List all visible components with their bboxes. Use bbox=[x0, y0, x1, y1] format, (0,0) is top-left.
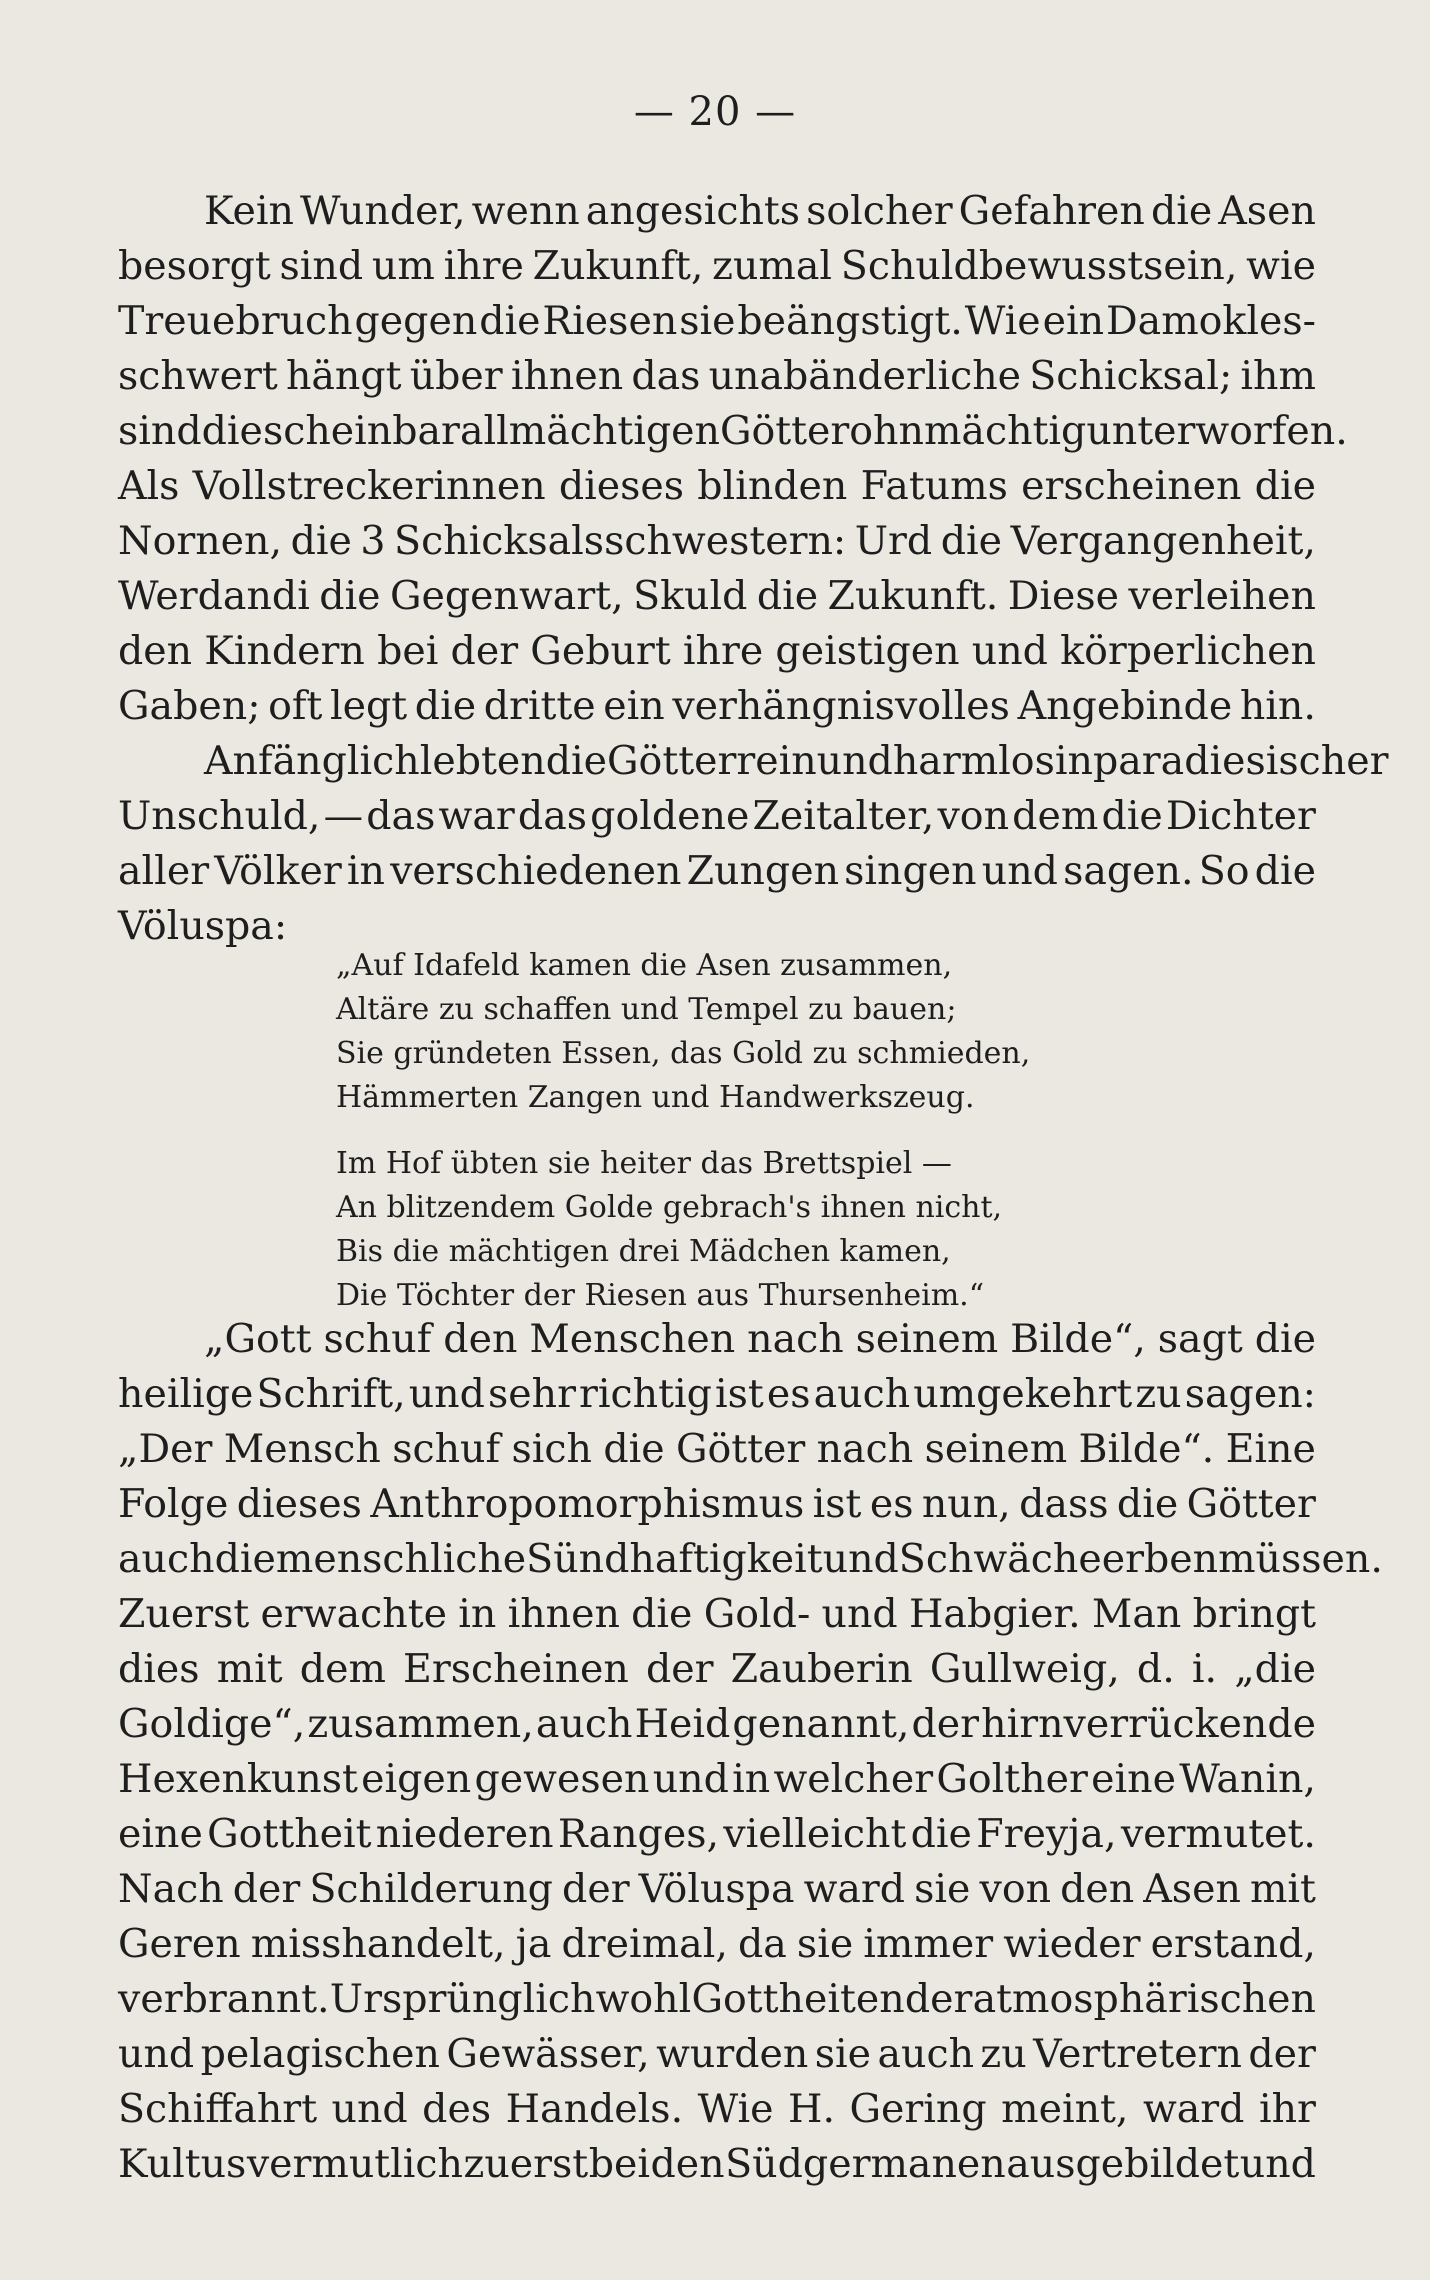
word: Fatums bbox=[860, 463, 1008, 509]
word: Werdandi bbox=[118, 573, 310, 619]
word: niederen bbox=[375, 1811, 554, 1857]
word: erstand, bbox=[1150, 1921, 1316, 1967]
word: die bbox=[603, 1426, 665, 1472]
word: mit bbox=[1249, 1866, 1316, 1912]
word: in bbox=[458, 1591, 497, 1637]
word: meint, bbox=[1001, 2086, 1129, 2132]
word: hängt bbox=[285, 353, 402, 399]
word: Geren bbox=[118, 1921, 241, 1967]
word: Geburt bbox=[530, 628, 671, 674]
word: Man bbox=[1091, 1591, 1182, 1637]
word: der bbox=[1248, 2031, 1316, 2077]
word: auch bbox=[813, 1371, 911, 1417]
word: die bbox=[756, 573, 819, 619]
word: da bbox=[737, 1921, 787, 1967]
word: Sündhaftigkeit bbox=[526, 1536, 823, 1582]
word: der bbox=[450, 628, 519, 674]
word: ihnen bbox=[507, 1591, 620, 1637]
word: Gullweig, bbox=[929, 1646, 1120, 1692]
word: und bbox=[981, 848, 1058, 894]
word: auch bbox=[118, 1536, 215, 1582]
text-line bbox=[118, 789, 1316, 844]
word: zuerst bbox=[463, 2141, 589, 2187]
word: sie bbox=[814, 2031, 872, 2077]
word: Völker bbox=[214, 848, 342, 894]
word: Treuebruch bbox=[118, 298, 353, 344]
word: Nornen, bbox=[118, 518, 283, 564]
word: Nach bbox=[118, 1866, 224, 1912]
word: Folge bbox=[118, 1481, 229, 1527]
text-line bbox=[118, 624, 1316, 679]
word: nach bbox=[747, 1316, 844, 1362]
word: legt bbox=[330, 683, 408, 729]
word: eine bbox=[1091, 1756, 1176, 1802]
text-line bbox=[118, 349, 1316, 404]
word: Götter bbox=[719, 408, 850, 454]
word: verschiedenen bbox=[390, 848, 682, 894]
word: sie bbox=[679, 298, 736, 344]
word: misshandelt, bbox=[250, 1921, 506, 1967]
word: nach bbox=[816, 1426, 914, 1472]
word: seinem bbox=[855, 1316, 999, 1362]
word: sie bbox=[914, 1866, 971, 1912]
text-line bbox=[118, 239, 1316, 294]
word: wenn bbox=[471, 188, 580, 234]
word: ihnen bbox=[510, 353, 624, 399]
word: pelagischen bbox=[200, 2031, 440, 2077]
word: die bbox=[1254, 1316, 1316, 1362]
word: bringt bbox=[1192, 1591, 1316, 1637]
text-line bbox=[118, 1917, 1316, 1972]
word: wieder bbox=[1003, 1921, 1141, 1967]
word: Wunder, bbox=[299, 188, 466, 234]
word: verleihen bbox=[1128, 573, 1316, 619]
text-line bbox=[118, 2082, 1316, 2137]
word: den bbox=[650, 2141, 725, 2187]
word: die bbox=[290, 518, 352, 564]
word: Zungen bbox=[686, 848, 840, 894]
word: auch bbox=[535, 1701, 633, 1747]
word: Damokles- bbox=[1105, 298, 1316, 344]
word: Asen bbox=[1218, 188, 1316, 234]
word: rein bbox=[736, 738, 817, 784]
word: Gewässer, bbox=[446, 2031, 650, 2077]
word: es bbox=[766, 1371, 811, 1417]
word: der bbox=[904, 1976, 973, 2022]
word: Gottheiten bbox=[691, 1976, 905, 2022]
word: von bbox=[937, 793, 1010, 839]
word: Freyja, bbox=[976, 1811, 1117, 1857]
word: dieses bbox=[236, 1481, 362, 1527]
word: Anthropomorphismus bbox=[370, 1481, 805, 1527]
word: seinem bbox=[924, 1426, 1068, 1472]
word: 3 bbox=[360, 518, 386, 564]
word: mit bbox=[216, 1646, 283, 1692]
word: zusammen, bbox=[307, 1701, 534, 1747]
word: — bbox=[323, 793, 364, 839]
word: Gottheit bbox=[207, 1811, 372, 1857]
word: harmlos bbox=[892, 738, 1055, 784]
word: den bbox=[443, 1316, 518, 1362]
word: menschliche bbox=[275, 1536, 527, 1582]
word: dass bbox=[1019, 1481, 1109, 1527]
text-block-before-verse bbox=[118, 184, 1389, 954]
word: bei bbox=[588, 2141, 650, 2187]
word: Völuspa bbox=[638, 1866, 795, 1912]
text-line bbox=[118, 844, 1316, 899]
word: gegen bbox=[354, 298, 478, 344]
word: richtig bbox=[579, 1371, 712, 1417]
word: aller bbox=[118, 848, 210, 894]
word: und bbox=[816, 738, 893, 784]
text-line bbox=[118, 1697, 1316, 1752]
word: sagen: bbox=[1184, 1371, 1316, 1417]
word: sagen. bbox=[1063, 848, 1194, 894]
word: oft bbox=[268, 683, 323, 729]
word: vielleicht bbox=[723, 1811, 907, 1857]
word: um bbox=[371, 243, 435, 289]
word: und bbox=[822, 1536, 899, 1582]
word: der bbox=[911, 1701, 980, 1747]
word: Südgermanen bbox=[725, 2141, 1006, 2187]
word: Schicksalsschwestern: bbox=[394, 518, 847, 564]
verse-line: Hämmerten Zangen und Handwerkszeug. bbox=[336, 1080, 975, 1115]
word: Völuspa: bbox=[118, 903, 288, 949]
word: wohl bbox=[595, 1976, 692, 2022]
word: und bbox=[408, 1371, 485, 1417]
word: Urd bbox=[854, 518, 933, 564]
word: und bbox=[821, 1591, 898, 1637]
word: zu bbox=[980, 2031, 1027, 2077]
text-line bbox=[118, 1642, 1316, 1697]
word: „Der bbox=[118, 1426, 213, 1472]
word: ihre bbox=[682, 628, 764, 674]
word: geistigen bbox=[775, 628, 960, 674]
word: ward bbox=[803, 1866, 906, 1912]
word: d. bbox=[1136, 1646, 1175, 1692]
verse-quotation bbox=[336, 944, 1236, 1318]
word: ihm bbox=[1240, 353, 1316, 399]
word: die bbox=[1150, 188, 1213, 234]
word: auch bbox=[877, 2031, 975, 2077]
word: immer bbox=[863, 1921, 994, 1967]
word: und bbox=[1239, 2141, 1316, 2187]
word: dieses bbox=[558, 463, 685, 509]
text-line bbox=[118, 1752, 1316, 1807]
word: Kindern bbox=[204, 628, 365, 674]
word: H. bbox=[788, 2086, 836, 2132]
word: unterworfen. bbox=[1086, 408, 1348, 454]
word: ist bbox=[714, 1371, 764, 1417]
word: der bbox=[646, 1646, 714, 1692]
word: Götter bbox=[606, 738, 737, 784]
word: Vergangenheit, bbox=[1010, 518, 1316, 564]
word: atmosphärischen bbox=[972, 1976, 1316, 2022]
text-block-after-verse bbox=[118, 1312, 1383, 2192]
word: Schrift, bbox=[256, 1371, 406, 1417]
text-line bbox=[118, 2137, 1316, 2192]
word: Vertretern bbox=[1033, 2031, 1242, 2077]
word: goldene bbox=[590, 793, 750, 839]
word: angesichts bbox=[585, 188, 801, 234]
word: Habgier. bbox=[908, 1591, 1081, 1637]
word: dreimal, bbox=[561, 1921, 728, 1967]
text-line bbox=[118, 1862, 1316, 1917]
word: sich bbox=[511, 1426, 592, 1472]
word: Schilderung bbox=[309, 1866, 553, 1912]
text-line bbox=[118, 2027, 1316, 2082]
word: der bbox=[232, 1866, 301, 1912]
word: Wanin, bbox=[1179, 1756, 1316, 1802]
word: Anfänglich bbox=[204, 738, 420, 784]
word: Gegenwart, bbox=[389, 573, 624, 619]
text-line bbox=[118, 514, 1316, 569]
word: umgekehrt bbox=[913, 1371, 1133, 1417]
word: eigen bbox=[361, 1756, 472, 1802]
word: müssen. bbox=[1218, 1536, 1383, 1582]
word: die bbox=[201, 408, 263, 454]
word: die bbox=[631, 1591, 693, 1637]
word: Mensch bbox=[223, 1426, 381, 1472]
word: nun, bbox=[921, 1481, 1011, 1527]
word: Zauberin bbox=[730, 1646, 913, 1692]
word: in bbox=[346, 848, 385, 894]
word: Vollstreckerinnen bbox=[192, 463, 546, 509]
word: schuf bbox=[392, 1426, 501, 1472]
word: die bbox=[1101, 793, 1163, 839]
word: Gefahren bbox=[958, 188, 1145, 234]
word: und bbox=[652, 1756, 729, 1802]
word: Gaben; bbox=[118, 683, 261, 729]
word: Eine bbox=[1225, 1426, 1316, 1472]
word: verhängnisvolles bbox=[672, 683, 1010, 729]
word: Dichter bbox=[1165, 793, 1316, 839]
word: Als bbox=[118, 463, 180, 509]
word: Kein bbox=[204, 188, 294, 234]
word: Menschen bbox=[529, 1316, 736, 1362]
word: Zeitalter, bbox=[752, 793, 935, 839]
word: dem bbox=[1012, 793, 1099, 839]
word: die bbox=[214, 1536, 276, 1582]
word: Handels. bbox=[505, 2086, 684, 2132]
word: Gold- bbox=[703, 1591, 811, 1637]
word: ihr bbox=[1258, 2086, 1316, 2132]
word: „die bbox=[1234, 1646, 1316, 1692]
word: Ursprünglich bbox=[329, 1976, 596, 2022]
word: ward bbox=[1142, 2086, 1245, 2132]
word: ja bbox=[515, 1921, 552, 1967]
word: erscheinen bbox=[1021, 463, 1242, 509]
text-line bbox=[118, 734, 1389, 789]
word: der bbox=[562, 1866, 630, 1912]
word: Zuerst bbox=[118, 1591, 250, 1637]
word: die bbox=[910, 1811, 972, 1857]
word: und bbox=[971, 628, 1048, 674]
stanza-gap bbox=[336, 1120, 1236, 1142]
word: Bilde“. bbox=[1078, 1426, 1215, 1472]
word: die bbox=[1116, 1481, 1179, 1527]
word: Schuldbewusstsein, bbox=[840, 243, 1238, 289]
word: das bbox=[517, 793, 588, 839]
word: Wie bbox=[697, 2086, 774, 2132]
word: vermutlich bbox=[246, 2141, 463, 2187]
word: Riesen bbox=[542, 298, 678, 344]
word: die bbox=[545, 738, 607, 784]
word: dem bbox=[299, 1646, 386, 1692]
word: zumal bbox=[712, 243, 833, 289]
word: ihre bbox=[443, 243, 524, 289]
word: Erscheinen bbox=[403, 1646, 629, 1692]
word: ein bbox=[1042, 298, 1105, 344]
word: besorgt bbox=[118, 243, 271, 289]
word: zu bbox=[1135, 1371, 1182, 1417]
word: den bbox=[1060, 1866, 1135, 1912]
word: die bbox=[1254, 848, 1316, 894]
word: sehr bbox=[487, 1371, 576, 1417]
word: Skuld bbox=[633, 573, 748, 619]
word: sie bbox=[796, 1921, 854, 1967]
word: ausgebildet bbox=[1006, 2141, 1240, 2187]
word: des bbox=[422, 2086, 492, 2132]
word: Hexenkunst bbox=[118, 1756, 358, 1802]
word: beängstigt. bbox=[737, 298, 963, 344]
text-line bbox=[118, 1367, 1316, 1422]
word: Asen bbox=[1143, 1866, 1241, 1912]
word: Schwäche bbox=[898, 1536, 1102, 1582]
word: Götter bbox=[1186, 1481, 1316, 1527]
text-line bbox=[118, 569, 1316, 624]
word: die bbox=[319, 573, 381, 619]
word: Götter bbox=[675, 1426, 806, 1472]
word: es bbox=[869, 1481, 914, 1527]
word: über bbox=[409, 353, 503, 399]
word: paradiesischer bbox=[1092, 738, 1389, 784]
verse-line: Bis die mächtigen drei Mädchen kamen, bbox=[336, 1234, 951, 1269]
word: „Gott bbox=[204, 1316, 312, 1362]
word: dritte bbox=[483, 683, 596, 729]
verse-line: Altäre zu schaffen und Tempel zu bauen; bbox=[336, 992, 957, 1027]
verse-line: Sie gründeten Essen, das Gold zu schmieden, bbox=[336, 1036, 1031, 1071]
word: Gering bbox=[849, 2086, 987, 2132]
word: vermutet. bbox=[1120, 1811, 1316, 1857]
word: erwachte bbox=[260, 1591, 447, 1637]
text-line bbox=[118, 679, 1316, 734]
word: bei bbox=[377, 628, 439, 674]
text-line bbox=[118, 1422, 1316, 1477]
text-line bbox=[118, 1807, 1316, 1862]
text-line bbox=[118, 1587, 1316, 1642]
word: ein bbox=[603, 683, 665, 729]
word: schwert bbox=[118, 353, 278, 399]
word: verbrannt. bbox=[118, 1976, 330, 2022]
text-line bbox=[118, 404, 1348, 459]
text-line bbox=[118, 459, 1316, 514]
word: Goldige“, bbox=[118, 1701, 306, 1747]
word: wurden bbox=[656, 2031, 809, 2077]
word: erben bbox=[1101, 1536, 1219, 1582]
word: Zukunft, bbox=[532, 243, 704, 289]
word: die bbox=[479, 298, 541, 344]
text-line bbox=[118, 1972, 1316, 2027]
word: wie bbox=[1246, 243, 1316, 289]
word: scheinbar bbox=[262, 408, 460, 454]
word: welcher bbox=[773, 1756, 934, 1802]
word: körperlichen bbox=[1060, 628, 1316, 674]
word: solcher bbox=[806, 188, 953, 234]
word: So bbox=[1198, 848, 1250, 894]
word: das bbox=[366, 793, 436, 839]
verse-line: An blitzendem Golde gebrach's ihnen nicht, bbox=[336, 1190, 1003, 1225]
word: i. bbox=[1191, 1646, 1218, 1692]
word: Schiffahrt bbox=[118, 2086, 318, 2132]
word: ist bbox=[812, 1481, 862, 1527]
verse-line: Die Töchter der Riesen aus Thursenheim.“ bbox=[336, 1278, 985, 1313]
word: war bbox=[438, 793, 515, 839]
word: in bbox=[732, 1756, 771, 1802]
word: unabänderliche bbox=[708, 353, 1022, 399]
word: singen bbox=[844, 848, 977, 894]
word: heilige bbox=[118, 1371, 254, 1417]
word: Unschuld, bbox=[118, 793, 321, 839]
word: schuf bbox=[323, 1316, 432, 1362]
word: Kultus bbox=[118, 2141, 247, 2187]
word: eine bbox=[118, 1811, 203, 1857]
word: Ranges, bbox=[557, 1811, 720, 1857]
word: Zukunft. bbox=[827, 573, 999, 619]
word: die bbox=[940, 518, 1003, 564]
word: ohnmächtig bbox=[849, 408, 1087, 454]
word: von bbox=[979, 1866, 1052, 1912]
word: Diese bbox=[1007, 573, 1120, 619]
word: die bbox=[414, 683, 477, 729]
word: Golther bbox=[936, 1756, 1088, 1802]
word: den bbox=[118, 628, 193, 674]
word: sind bbox=[118, 408, 202, 454]
word: und bbox=[331, 2086, 408, 2132]
word: hin. bbox=[1239, 683, 1316, 729]
word: die bbox=[1254, 463, 1316, 509]
page-number: — 20 — bbox=[633, 89, 797, 135]
word: und bbox=[118, 2031, 195, 2077]
text-line bbox=[118, 294, 1316, 349]
word: Schicksal; bbox=[1029, 353, 1233, 399]
word: sagt bbox=[1157, 1316, 1243, 1362]
word: das bbox=[631, 353, 701, 399]
word: Bilde“, bbox=[1010, 1316, 1146, 1362]
word: Angebinde bbox=[1017, 683, 1233, 729]
word: Wie bbox=[964, 298, 1041, 344]
word: blinden bbox=[697, 463, 848, 509]
text-line bbox=[118, 1312, 1316, 1367]
text-line bbox=[118, 1477, 1316, 1532]
text-line bbox=[118, 184, 1316, 239]
verse-line: Im Hof übten sie heiter das Brettspiel — bbox=[336, 1146, 952, 1181]
word: gewesen bbox=[474, 1756, 650, 1802]
word: in bbox=[1054, 738, 1093, 784]
word: allmächtigen bbox=[459, 408, 720, 454]
text-line bbox=[118, 1532, 1383, 1587]
word: Heid bbox=[634, 1701, 731, 1747]
word: lebten bbox=[419, 738, 546, 784]
word: sind bbox=[279, 243, 364, 289]
word: hirnverrückende bbox=[981, 1701, 1316, 1747]
word: genannt, bbox=[732, 1701, 910, 1747]
verse-line: „Auf Idafeld kamen die Asen zusammen, bbox=[336, 948, 953, 983]
word: dies bbox=[118, 1646, 200, 1692]
